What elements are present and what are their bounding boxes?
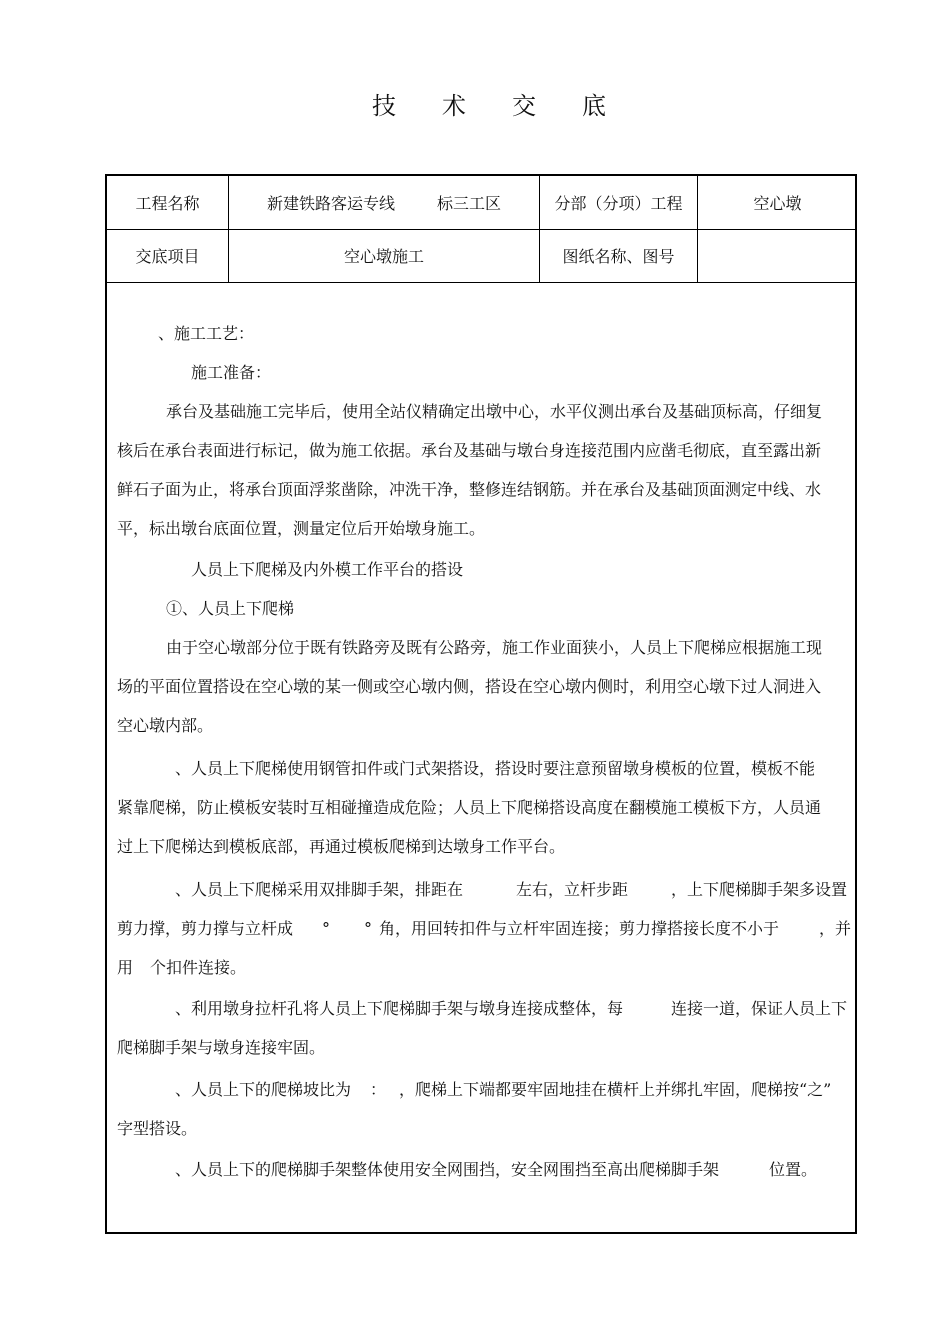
paragraph-fragment: 角，用回转扣件与立杆牢固连接；剪力撑搭接长度不小于 — [379, 919, 780, 938]
project-name-label: 工程名称 — [107, 176, 229, 229]
title-char-2: 术 — [442, 92, 466, 120]
paragraph-fragment: ，上下爬梯脚手架多设置 — [671, 880, 848, 899]
subheading-ladder-1: ①、人员上下爬梯 — [166, 599, 295, 618]
paragraph-line: 、人员上下的爬梯坡比为 — [175, 1080, 352, 1099]
paragraph-line: 、人员上下的爬梯脚手架整体使用安全网围挡，安全网围挡至高出爬梯脚手架 — [175, 1160, 720, 1179]
paragraph-fragment: ： — [370, 1080, 387, 1099]
project-name-value — [229, 176, 540, 229]
disclosure-table — [105, 174, 857, 1234]
paragraph-line: 场的平面位置搭设在空心墩的某一侧或空心墩内侧，搭设在空心墩内侧时，利用空心墩下过人洞进入 — [117, 677, 822, 696]
section-heading: 、施工工艺： — [158, 324, 255, 343]
paragraph-line: 由于空心墩部分位于既有铁路旁及既有公路旁，施工作业面狭小，人员上下爬梯应根据施工现 — [166, 638, 823, 657]
paragraph-line: 过上下爬梯达到模板底部，再通过模板爬梯到达墩身工作平台。 — [117, 837, 566, 856]
paragraph-line: 字型搭设。 — [117, 1119, 198, 1138]
paragraph-fragment: 连接一道，保证人员上下 — [671, 999, 848, 1018]
paragraph-fragment: 用 — [117, 958, 134, 977]
project-name-value-b: 标三工区 — [437, 194, 502, 213]
title-char-3: 交 — [512, 92, 536, 120]
subheading-ladder: 人员上下爬梯及内外模工作平台的搭设 — [191, 560, 464, 579]
paragraph-line: 承台及基础施工完毕后，使用全站仪精确定出墩中心，水平仪测出承台及基础顶标高，仔细复 — [166, 402, 823, 421]
paragraph-fragment: 左右，立杆步距 — [516, 880, 629, 899]
drawing-value — [698, 229, 857, 282]
paragraph-line: 鲜石子面为止，将承台顶面浮浆凿除，冲洗干净，整修连结钢筋。并在承台及基础顶面测定中线、水 — [117, 480, 822, 499]
item-value: 空心墩施工 — [229, 229, 540, 282]
paragraph-fragment: ，并 — [819, 919, 852, 938]
paragraph-line: 平，标出墩台底面位置，测量定位后开始墩身施工。 — [117, 519, 486, 538]
subheading-preparation: 施工准备： — [191, 363, 272, 382]
paragraph-line: 、人员上下爬梯采用双排脚手架，排距在 — [175, 880, 464, 899]
paragraph-line: 紧靠爬梯，防止模板安装时互相碰撞造成危险；人员上下爬梯搭设高度在翻模施工模板下方，人员通 — [117, 798, 822, 817]
document-title — [0, 88, 950, 128]
project-name-value-a: 新建铁路客运专线 — [266, 194, 395, 213]
division-value: 空心墩 — [753, 194, 802, 213]
paragraph-line: 剪力撑，剪力撑与立杆成 — [117, 919, 294, 938]
paragraph-line: 爬梯脚手架与墩身连接牢固。 — [117, 1038, 326, 1057]
header-row-2 — [107, 229, 855, 283]
paragraph-line: 空心墩内部。 — [117, 716, 214, 735]
paragraph-fragment: ，爬梯上下端都要牢固地挂在横杆上并绑扎牢固，爬梯按“之” — [399, 1080, 832, 1099]
drawing-label: 图纸名称、图号 — [540, 229, 698, 282]
degree-mark: ° — [364, 919, 372, 938]
paragraph-line: 核后在承台表面进行标记，做为施工依据。承台及基础与墩台身连接范围内应凿毛彻底，直至露出新 — [117, 441, 822, 460]
item-label: 交底项目 — [107, 229, 229, 282]
division-label: 分部（分项）工程 — [540, 176, 698, 229]
title-char-4: 底 — [582, 92, 606, 120]
paragraph-fragment: 位置。 — [769, 1160, 818, 1179]
degree-mark: ° — [322, 919, 330, 938]
paragraph-line: 、利用墩身拉杆孔将人员上下爬梯脚手架与墩身连接成整体，每 — [175, 999, 624, 1018]
paragraph-fragment: 个扣件连接。 — [150, 958, 247, 977]
header-row-1 — [107, 176, 855, 230]
title-char-1: 技 — [372, 92, 396, 120]
paragraph-line: 、人员上下爬梯使用钢管扣件或门式架搭设，搭设时要注意预留墩身模板的位置，模板不能 — [175, 759, 816, 778]
